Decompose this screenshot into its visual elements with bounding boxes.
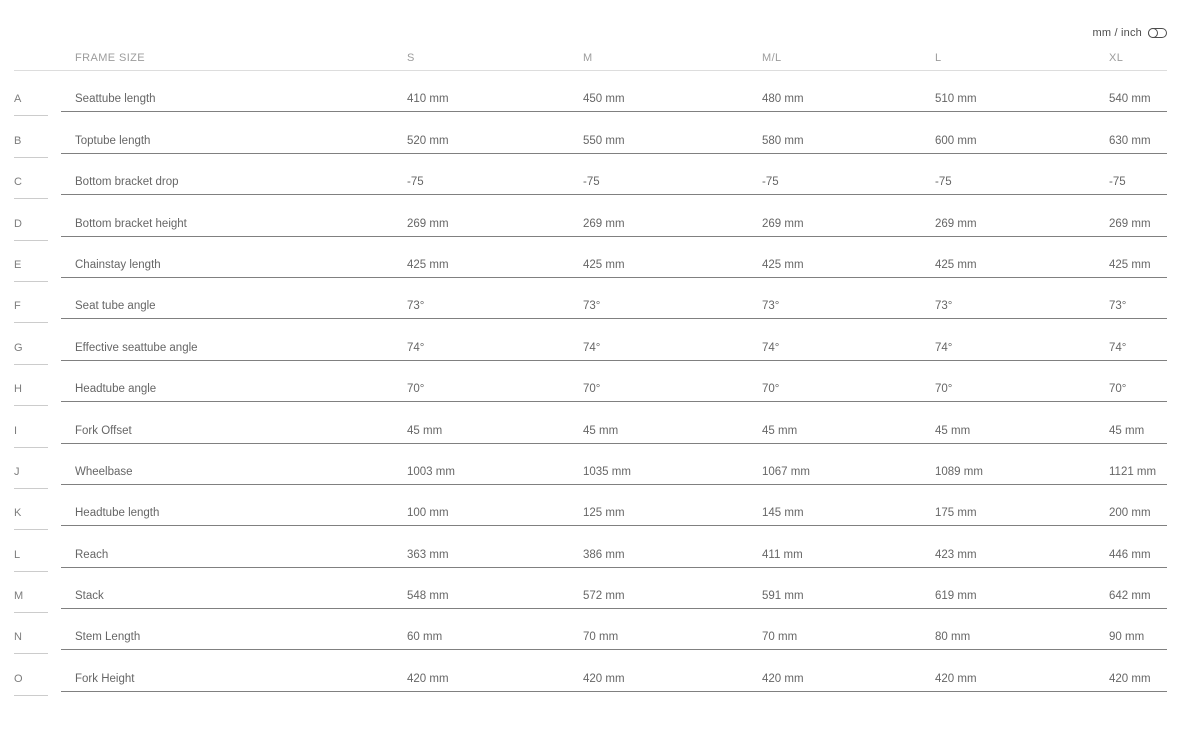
- row-letter: G: [14, 341, 23, 354]
- table-row: [14, 650, 1167, 691]
- header-size-s: S: [407, 52, 415, 64]
- row-value: 100 mm: [407, 507, 449, 520]
- row-value: 45 mm: [762, 424, 798, 437]
- row-value: 269 mm: [407, 217, 449, 230]
- row-value: 70°: [762, 383, 780, 396]
- row-value: 630 mm: [1109, 134, 1151, 147]
- row-letter: K: [14, 507, 22, 520]
- row-label: Reach: [75, 548, 109, 561]
- row-value: 1067 mm: [762, 465, 810, 478]
- row-value: 74°: [1109, 341, 1127, 354]
- geometry-table: [14, 45, 1167, 692]
- header-size-l: L: [935, 52, 942, 64]
- row-value: 80 mm: [935, 631, 971, 644]
- row-value: 642 mm: [1109, 590, 1151, 603]
- row-value: 510 mm: [935, 93, 977, 106]
- table-row: [14, 71, 1167, 112]
- row-value: 70°: [583, 383, 601, 396]
- row-label: Bottom bracket drop: [75, 176, 179, 189]
- row-label: Toptube length: [75, 134, 151, 147]
- row-value: 70 mm: [762, 631, 798, 644]
- row-letter: E: [14, 258, 22, 271]
- row-value: 600 mm: [935, 134, 977, 147]
- row-value: 74°: [407, 341, 425, 354]
- row-label: Seattube length: [75, 93, 156, 106]
- header-size-xl: XL: [1109, 52, 1124, 64]
- unit-toggle[interactable]: [1093, 27, 1167, 39]
- table-row: [14, 319, 1167, 360]
- row-label: Seat tube angle: [75, 300, 156, 313]
- row-letter: A: [14, 93, 22, 106]
- row-value: 548 mm: [407, 590, 449, 603]
- row-value: 175 mm: [935, 507, 977, 520]
- row-value: 45 mm: [583, 424, 619, 437]
- row-letter: B: [14, 134, 22, 147]
- row-value: 90 mm: [1109, 631, 1145, 644]
- row-value: 74°: [935, 341, 953, 354]
- geometry-table-body: [14, 71, 1167, 692]
- row-value: 70°: [1109, 383, 1127, 396]
- row-label: Headtube length: [75, 507, 160, 520]
- header-size-m: M: [583, 52, 593, 64]
- row-value: 425 mm: [407, 258, 449, 271]
- row-value: 1121 mm: [1109, 465, 1157, 478]
- row-label: Headtube angle: [75, 383, 157, 396]
- row-value: 45 mm: [407, 424, 443, 437]
- row-value: 73°: [762, 300, 780, 313]
- row-letter: O: [14, 672, 23, 685]
- row-label: Stem Length: [75, 631, 141, 644]
- row-value: 480 mm: [762, 93, 804, 106]
- row-value: 386 mm: [583, 548, 625, 561]
- row-value: 425 mm: [1109, 258, 1151, 271]
- row-value: 420 mm: [935, 672, 977, 685]
- table-row: [14, 361, 1167, 402]
- row-divider: [61, 691, 1167, 692]
- table-row: [14, 195, 1167, 236]
- row-value: 619 mm: [935, 590, 977, 603]
- table-row: [14, 444, 1167, 485]
- row-letter: C: [14, 176, 22, 189]
- row-value: -75: [762, 176, 779, 189]
- row-value: 73°: [935, 300, 953, 313]
- letter-divider: [14, 695, 48, 696]
- row-letter: L: [14, 548, 21, 561]
- row-value: 425 mm: [583, 258, 625, 271]
- row-value: 420 mm: [583, 672, 625, 685]
- table-row: [14, 609, 1167, 650]
- table-row: [14, 485, 1167, 526]
- unit-toggle-icon[interactable]: [1148, 28, 1167, 38]
- row-label: Bottom bracket height: [75, 217, 187, 230]
- row-value: -75: [407, 176, 424, 189]
- row-value: 423 mm: [935, 548, 977, 561]
- row-value: 363 mm: [407, 548, 449, 561]
- row-value: 269 mm: [583, 217, 625, 230]
- row-value: -75: [583, 176, 600, 189]
- row-value: 145 mm: [762, 507, 804, 520]
- table-row: [14, 237, 1167, 278]
- table-row: [14, 112, 1167, 153]
- table-row: [14, 568, 1167, 609]
- row-value: 200 mm: [1109, 507, 1151, 520]
- row-label: Wheelbase: [75, 465, 133, 478]
- row-value: 60 mm: [407, 631, 443, 644]
- row-value: 74°: [583, 341, 601, 354]
- row-label: Stack: [75, 590, 104, 603]
- row-letter: H: [14, 383, 22, 396]
- row-value: 411 mm: [762, 548, 803, 561]
- row-value: -75: [1109, 176, 1126, 189]
- row-value: 125 mm: [583, 507, 625, 520]
- row-value: 591 mm: [762, 590, 804, 603]
- row-value: 520 mm: [407, 134, 449, 147]
- row-value: 446 mm: [1109, 548, 1151, 561]
- row-letter: M: [14, 590, 24, 603]
- row-value: 540 mm: [1109, 93, 1151, 106]
- row-value: 420 mm: [762, 672, 804, 685]
- row-value: 74°: [762, 341, 780, 354]
- row-value: 1089 mm: [935, 465, 983, 478]
- row-value: 1003 mm: [407, 465, 455, 478]
- row-value: 420 mm: [1109, 672, 1151, 685]
- row-letter: D: [14, 217, 22, 230]
- row-label: Chainstay length: [75, 258, 161, 271]
- row-label: Effective seattube angle: [75, 341, 198, 354]
- table-row: [14, 154, 1167, 195]
- row-value: 550 mm: [583, 134, 625, 147]
- row-value: -75: [935, 176, 952, 189]
- row-value: 70 mm: [583, 631, 619, 644]
- row-value: 45 mm: [935, 424, 971, 437]
- row-value: 73°: [583, 300, 601, 313]
- row-letter: I: [14, 424, 18, 437]
- row-value: 73°: [1109, 300, 1127, 313]
- row-value: 580 mm: [762, 134, 804, 147]
- header-frame-size: FRAME SIZE: [75, 52, 146, 64]
- table-row: [14, 402, 1167, 443]
- row-value: 269 mm: [762, 217, 804, 230]
- row-value: 420 mm: [407, 672, 449, 685]
- row-label: Fork Height: [75, 672, 135, 685]
- table-row: [14, 278, 1167, 319]
- row-value: 269 mm: [935, 217, 977, 230]
- row-letter: N: [14, 631, 22, 644]
- row-value: 70°: [407, 383, 425, 396]
- row-letter: J: [14, 465, 20, 478]
- row-value: 572 mm: [583, 590, 625, 603]
- row-value: 425 mm: [935, 258, 977, 271]
- row-value: 73°: [407, 300, 425, 313]
- row-value: 70°: [935, 383, 953, 396]
- toggle-knob-icon: [1148, 28, 1158, 38]
- table-header-row: [14, 45, 1167, 71]
- table-row: [14, 526, 1167, 567]
- row-value: 450 mm: [583, 93, 625, 106]
- header-size-ml: M/L: [762, 52, 782, 64]
- row-value: 45 mm: [1109, 424, 1145, 437]
- row-value: 1035 mm: [583, 465, 631, 478]
- row-letter: F: [14, 300, 21, 313]
- unit-toggle-label: mm / inch: [1092, 27, 1142, 39]
- row-label: Fork Offset: [75, 424, 132, 437]
- row-value: 425 mm: [762, 258, 804, 271]
- row-value: 269 mm: [1109, 217, 1151, 230]
- row-value: 410 mm: [407, 93, 449, 106]
